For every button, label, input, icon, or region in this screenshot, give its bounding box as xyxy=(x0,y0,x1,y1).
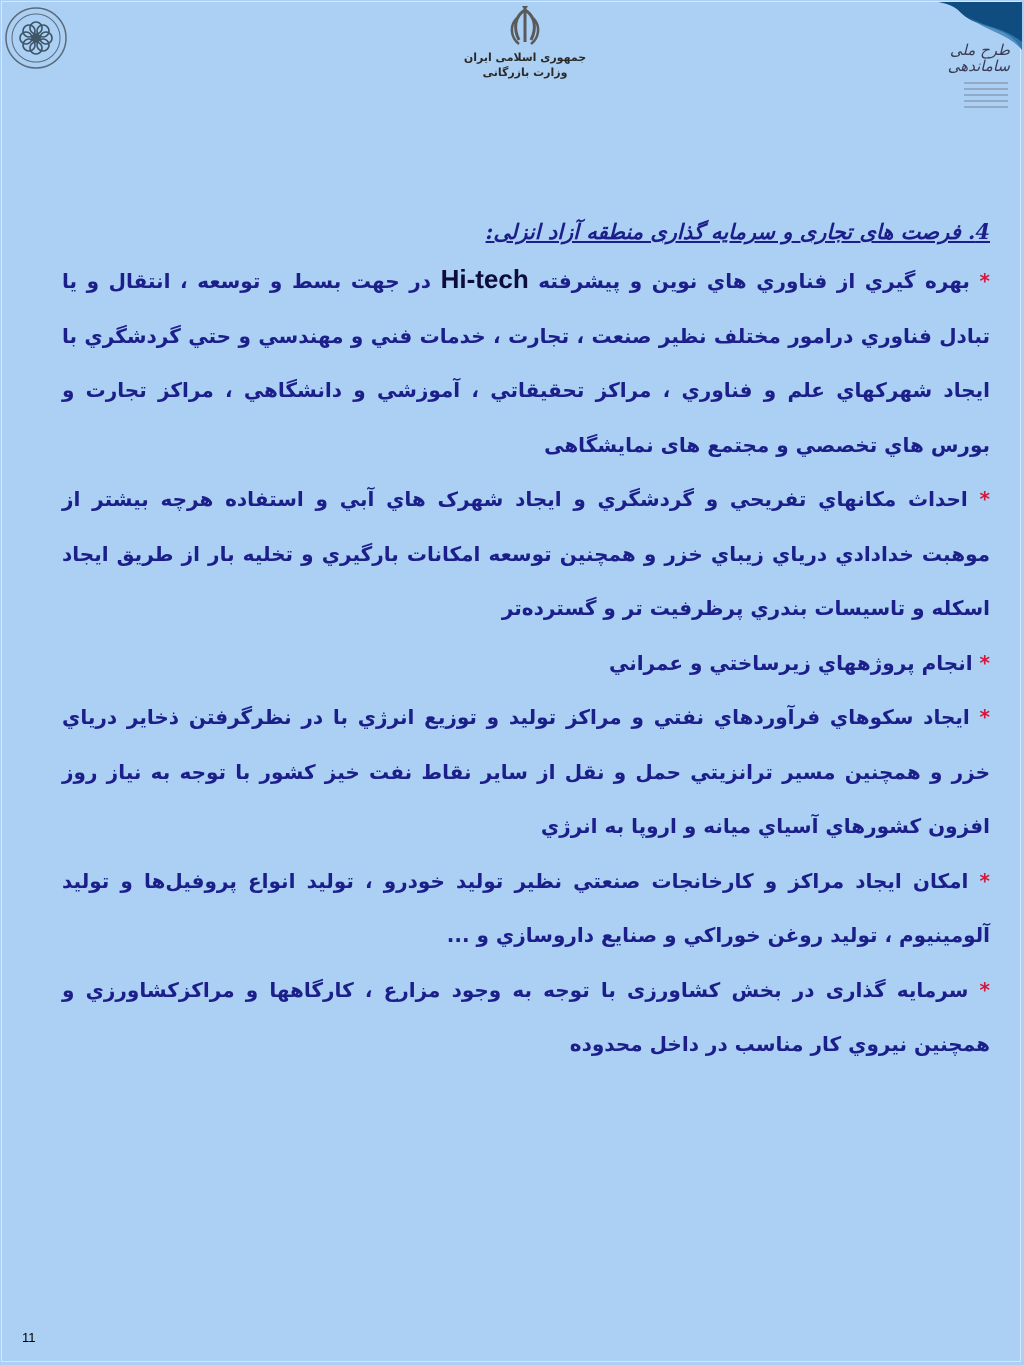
bullet-marker: * xyxy=(979,487,991,511)
bullet-item-hitech xyxy=(62,252,990,472)
bullet-item-agriculture xyxy=(62,963,990,1072)
ministry-logo xyxy=(450,6,600,106)
iran-emblem-icon xyxy=(505,6,545,50)
bullet-marker: * xyxy=(979,868,990,893)
bullet-marker: * xyxy=(979,650,990,675)
bullet-item-energy xyxy=(62,690,990,854)
bullet-text: انجام پروژههاي زيرساختي و عمراني xyxy=(608,650,973,675)
bullet-marker: * xyxy=(979,269,990,293)
program-logo xyxy=(938,2,1022,124)
section-heading: 4. فرصت های تجاری و سرمایه گذاری منطقه آزاد انزلی: xyxy=(485,219,990,244)
bullet-text: امكان ايجاد مراكز و كارخانجات صنعتي نظير توليد خودرو ، توليد انواع پروفيل‌ها و توليد آلومينيوم ، توليد روغن خوراكي و صنايع داروسازي و ... xyxy=(62,868,990,947)
bullet-text-before: بهره گيري از فناوري هاي نوين و پيشرفته xyxy=(528,269,970,293)
ministry-logo-line2: وزارت بازرگانی xyxy=(482,66,568,79)
bullet-text: سرمایه گذاری در بخش کشاورزی با توجه به وجود مزارع ، كارگاهها و مراكزكشاورزي و همچنين نيروي كار مناسب در داخل محدوده xyxy=(62,977,990,1056)
hitech-term: Hi-tech xyxy=(440,264,529,294)
bullet-text: احداث مكانهاي تفريحي و گردشگري و ايجاد شهرک هاي آبي و استفاده هرچه بيشتر از موهبت خدادادي درياي زيباي خزر و همچنين توسعه امكانات بارگيري و تخليه بار از طريق ايجاد اسكله و تاسيسات بندري پرظرفيت تر و گسترده‌تر xyxy=(62,487,990,620)
bullet-item-industry xyxy=(62,854,990,963)
bullet-item-tourism xyxy=(62,472,990,636)
slide-number: 11 xyxy=(22,1330,36,1345)
bullet-marker: * xyxy=(979,705,990,729)
program-logo-text: طرح ملی ساماندهی xyxy=(947,41,1010,75)
university-seal-icon xyxy=(4,6,68,70)
ministry-logo-line1: جمهوری اسلامی ایران xyxy=(463,51,587,64)
bullet-text-after: در جهت بسط و توسعه ، انتقال و يا تبادل فناوري درامور مختلف نظير صنعت ، تجارت ، خدمات فني و مهندسي و حتي گردشگري با ايجاد شهركهاي علم و فناوري ، مراكز تحقيقاتي ، آموزشي و دانشگاهي ، مراكز تجارت و بورس هاي تخصصي و مجتمع های نمایشگاهی xyxy=(62,269,990,457)
slide-content xyxy=(62,212,990,1072)
program-logo-fineprint xyxy=(964,78,1008,112)
bullet-marker: * xyxy=(979,977,990,1002)
bullet-item-infrastructure xyxy=(62,636,990,691)
bullet-text: ايجاد سكوهاي فرآوردهاي نفتي و مراكز توليد و توزيع انرژي با در نظرگرفتن ذخاير درياي خزر و همچنين مسير ترانزيتي حمل و نقل از ساير نقاط نفت خيز كشور با توجه به نياز روز افزون كشورهاي آسياي ميانه و اروپا به انرژي xyxy=(62,705,990,838)
